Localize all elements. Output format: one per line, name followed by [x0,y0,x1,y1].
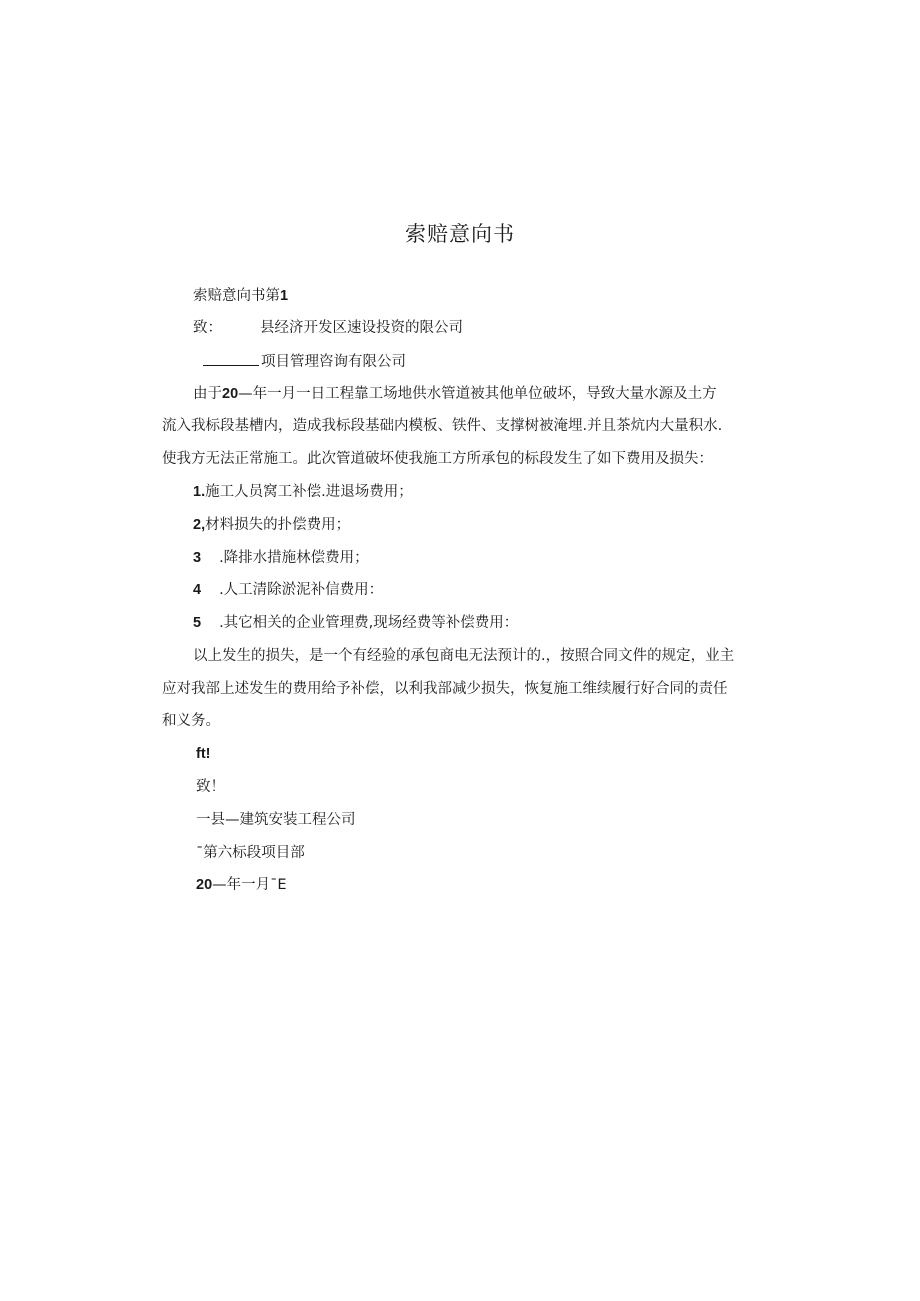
list-item-3 [193,548,369,568]
list-item-5 [193,613,518,633]
list-item-number: 1. [193,484,206,500]
list-item-text: .其它相关的企业管理费,现场经费等补偿费用： [219,615,519,631]
list-item-4 [193,580,383,600]
recipient-line-2 [203,351,406,372]
paragraph-2-line-3: 和义务。 [162,713,220,729]
list-item-text: 施工人员窝工补偿.进退场费用； [205,484,413,500]
list-item-number: 4 [193,582,202,598]
list-item-2 [193,515,350,535]
date-rest: —年一月¯E [212,877,287,893]
recipient-line-1 [193,318,463,338]
paragraph-1-line-2: 流入我标段基槽内，造成我标段基础内模板、铁件、支撑树被淹埋.并且茶炕内大量积水. [162,418,723,434]
para1-line1-text: —年一月一日工程靠工场地供水管道被其他单位破坏，导致大量水源及土方 [238,386,717,402]
recipient-2: 项目管理咨询有限公司 [261,354,406,370]
company-name: 一县—建筑安装工程公司 [196,812,356,828]
blank-underline [203,351,259,366]
recipient-1: 县经济开发区速设投资的限公司 [260,320,463,336]
closing-greeting: 致！ [196,779,225,795]
subtitle-number: 1 [280,288,289,304]
subtitle-text: 索赔意向书第 [193,288,280,304]
list-item-text: 材料损失的扑偿费用； [205,517,351,533]
paragraph-2-line-1: 以上发生的损失，是一个有经验的承包商电无法预计的.，按照合同文件的规定，业主 [193,648,735,664]
list-item-1 [193,482,413,502]
paragraph-2-line-2: 应对我部上述发生的费用给予补偿，以利我部减少损失，恢复施工维续履行好合同的责任 [162,681,728,697]
list-item-text: .降排水措施林偿费用； [219,550,369,566]
to-label: 致： [193,320,222,336]
list-item-number: 3 [193,550,202,566]
para1-year: 20 [222,386,239,402]
date-year: 20 [196,877,213,893]
list-item-text: .人工清除淤泥补信费用： [219,582,384,598]
closing-salutation: ft! [196,746,211,762]
document-title: 索赔意向书 [405,222,515,246]
para1-prefix: 由于 [193,386,222,402]
paragraph-1-line-1 [193,384,717,404]
list-item-number: 2, [193,517,206,533]
document-date [196,875,287,895]
department-name: ¯第六标段项目部 [196,845,305,861]
paragraph-1-line-3: 使我方无法正常施工。此次管道破坏使我施工方所承包的标段发生了如下费用及损失： [162,451,713,467]
subtitle-line [193,286,288,306]
list-item-number: 5 [193,615,202,631]
